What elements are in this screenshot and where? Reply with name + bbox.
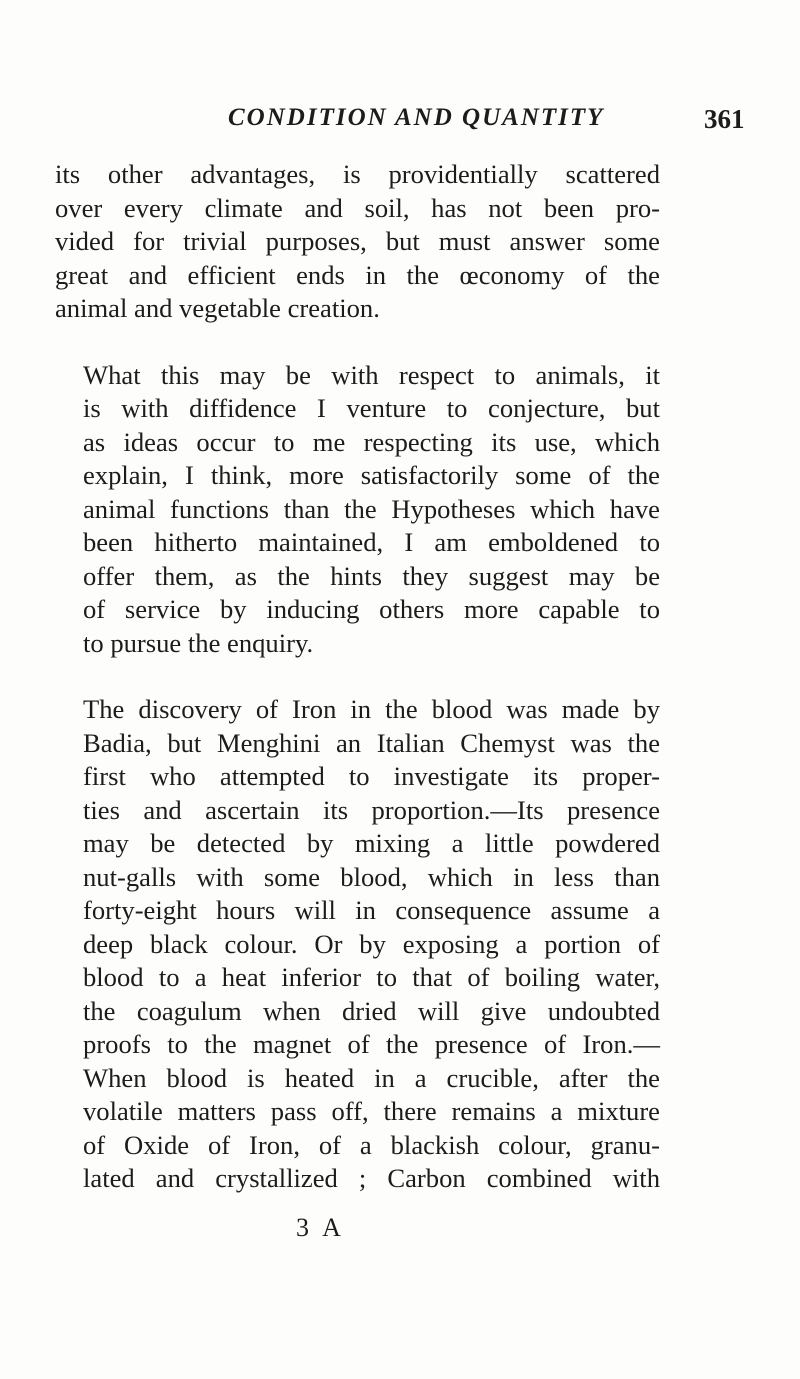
text-line: its other advantages, is providentially scattered [55, 159, 660, 189]
text-line: to pursue the enquiry. [83, 627, 314, 658]
text-line: The discovery of Iron in the blood was made by [83, 694, 660, 724]
text-line: of service by inducing others more capable to [83, 594, 660, 624]
catchword: 3 A [296, 1213, 345, 1242]
text-line: as ideas occur to me respecting its use, which [83, 426, 660, 457]
text-line: When blood is heated in a crucible, after the [83, 1062, 660, 1093]
text-line: great and efficient ends in the œconomy of the [55, 259, 660, 290]
text-line: first who attempted to investigate its proper- [83, 761, 660, 791]
text-line: What this may be with respect to animals, it [83, 359, 660, 390]
text-line: proofs to the magnet of the presence of Iron.— [83, 1029, 660, 1059]
text-line: of Oxide of Iron, of a blackish colour, granu- [83, 1129, 660, 1160]
text-line: lated and crystallized ; Carbon combined with [83, 1163, 660, 1193]
body-text [55, 158, 660, 1196]
text-line: is with diffidence I venture to conjecture, but [83, 393, 660, 423]
text-line: vided for trivial purposes, but must answer some [55, 226, 660, 256]
text-line: over every climate and soil, has not been pro- [55, 192, 660, 223]
running-head: CONDITION AND QUANTITY [228, 104, 605, 131]
text-line: been hitherto maintained, I am emboldened to [83, 527, 660, 557]
text-line: animal functions than the Hypotheses which have [83, 493, 660, 524]
text-line: nut-galls with some blood, which in less than [83, 861, 660, 892]
text-line: volatile matters pass off, there remains a mixture [83, 1096, 660, 1126]
text-line: animal and vegetable creation. [55, 293, 380, 323]
paragraph-1 [55, 158, 660, 326]
text-line: forty-eight hours will in consequence assume a [83, 895, 660, 925]
text-line: Badia, but Menghini an Italian Chemyst was the [83, 727, 660, 758]
paragraph-2 [55, 359, 660, 661]
text-line: blood to a heat inferior to that of boiling water, [83, 962, 660, 992]
text-line: the coagulum when dried will give undoubted [83, 995, 660, 1026]
text-line: ties and ascertain its proportion.—Its presence [83, 794, 660, 825]
paragraph-3 [55, 693, 660, 1196]
text-line: explain, I think, more satisfactorily some of the [83, 460, 660, 490]
text-line: deep black colour. Or by exposing a portion of [83, 928, 660, 959]
page-number: 361 [704, 104, 745, 134]
page-header [0, 104, 800, 144]
text-line: offer them, as the hints they suggest may be [83, 560, 660, 591]
text-line: may be detected by mixing a little powdered [83, 828, 660, 858]
